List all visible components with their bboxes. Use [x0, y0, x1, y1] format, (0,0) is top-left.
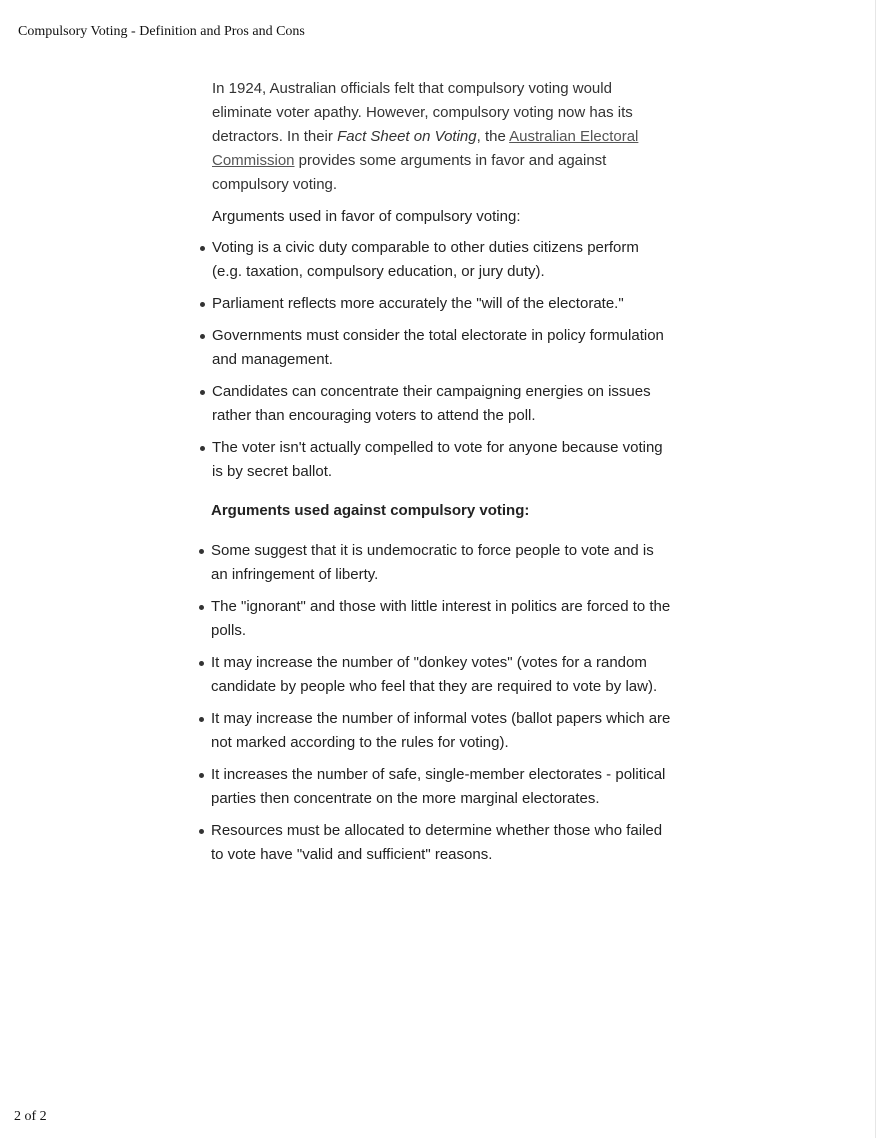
against-item: The "ignorant" and those with little interest in politics are forced to the polls. — [211, 595, 672, 643]
page-number: 2 of 2 — [14, 1109, 47, 1124]
aec-link[interactable]: Australian Electoral Commission — [212, 128, 639, 169]
against-item: Resources must be allocated to determine whether those who failed to vote have "valid and sufficient" reasons. — [211, 819, 672, 867]
intro-text-2: , the — [476, 128, 510, 145]
favor-item: Governments must consider the total electorate in policy formulation and management. — [212, 324, 672, 372]
favor-item: Candidates can concentrate their campaigning energies on issues rather than encouraging voters to attend the poll. — [212, 380, 672, 428]
favor-item: Parliament reflects more accurately the "will of the electorate." — [212, 292, 672, 316]
against-item: It increases the number of safe, single-member electorates - political parties then concentrate on the more marginal electorates. — [211, 763, 672, 811]
against-list — [212, 539, 672, 867]
favor-item: The voter isn't actually compelled to vote for anyone because voting is by secret ballot. — [212, 436, 672, 484]
fact-sheet-title: Fact Sheet on Voting — [337, 128, 477, 145]
against-item: It may increase the number of informal votes (ballot papers which are not marked according to the rules for voting). — [211, 707, 672, 755]
favor-list — [212, 236, 672, 484]
intro-text-1: In 1924, Australian officials felt that compulsory voting would eliminate voter apathy. However, compulsory voting now has its detractors. In their — [212, 80, 633, 145]
against-item: It may increase the number of "donkey votes" (votes for a random candidate by people who feel that they are required to vote by law). — [211, 651, 672, 699]
article-body — [212, 77, 672, 875]
page-title: Compulsory Voting - Definition and Pros and Cons — [18, 24, 305, 39]
page-edge-divider — [875, 0, 876, 1138]
intro-text-3: provides some arguments in favor and against compulsory voting. — [212, 152, 607, 193]
favor-item: Voting is a civic duty comparable to other duties citizens perform (e.g. taxation, compulsory education, or jury duty). — [212, 236, 672, 284]
favor-heading: Arguments used in favor of compulsory voting: — [212, 208, 521, 225]
intro-paragraph — [212, 77, 672, 197]
against-heading: Arguments used against compulsory voting: — [211, 502, 530, 519]
against-item: Some suggest that it is undemocratic to force people to vote and is an infringement of liberty. — [211, 539, 672, 587]
